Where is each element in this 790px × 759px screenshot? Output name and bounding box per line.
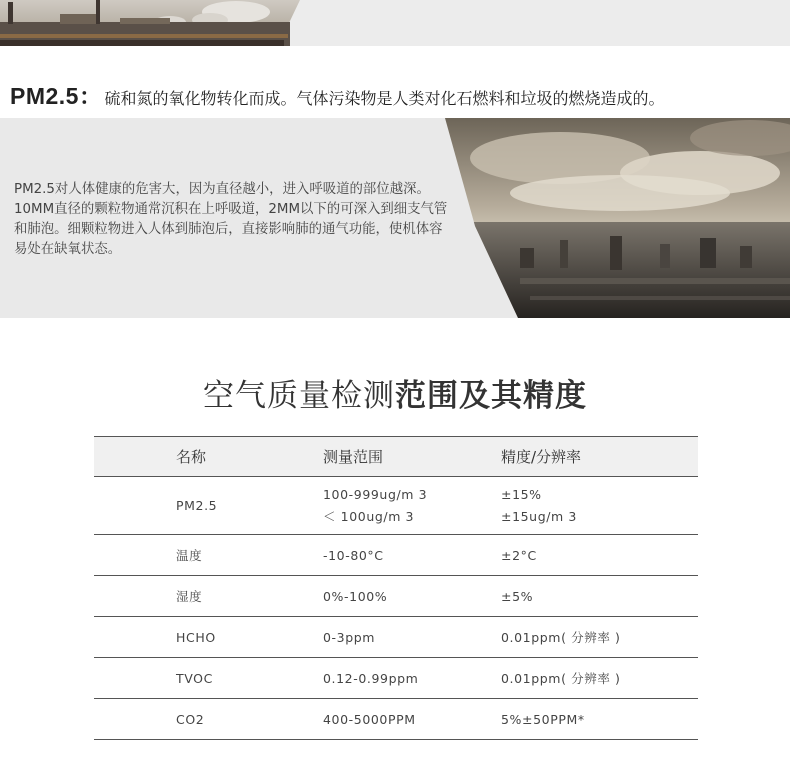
table-row — [94, 477, 698, 535]
row-name: TVOC — [94, 658, 323, 699]
header-range: 测量范围 — [323, 437, 501, 477]
row-name: CO2 — [94, 699, 323, 740]
table-header-row — [94, 437, 698, 477]
top-banner — [0, 0, 790, 46]
heading-light: 空气质量检测 — [203, 378, 395, 414]
section-heading — [0, 370, 790, 415]
table-row — [94, 617, 698, 658]
row-name: 温度 — [94, 535, 323, 576]
table-row — [94, 535, 698, 576]
row-range: 0.12-0.99ppm — [323, 658, 501, 699]
row-precision: 5%±50PPM* — [501, 699, 698, 740]
range-value: ＜ 100ug/m 3 — [323, 508, 415, 524]
pm25-title: PM2.5： — [10, 83, 103, 109]
row-name: PM2.5 — [94, 477, 323, 535]
row-precision — [501, 477, 698, 535]
row-range: 400-5000PPM — [323, 699, 501, 740]
heading-bold: 范围及其精度 — [395, 378, 587, 414]
row-range: 0-3ppm — [323, 617, 501, 658]
row-precision: 0.01ppm( 分辨率 ) — [501, 658, 698, 699]
row-name: 湿度 — [94, 576, 323, 617]
health-info-panel — [0, 118, 790, 318]
precision-value: ±15% — [501, 486, 542, 502]
health-info-text: PM2.5对人体健康的危害大，因为直径越小，进入呼吸道的部位越深。10MM直径的颗粒物通常沉积在上呼吸道，2MM以下的可深入到细支气管和肺泡。细颗粒物进入人体到肺泡后，直接影响肺的通气功能，使机体容易处在缺氧状态。 — [14, 182, 448, 257]
spec-table — [94, 436, 698, 740]
row-range — [323, 477, 501, 535]
header-name: 名称 — [94, 437, 323, 477]
row-range: 0%-100% — [323, 576, 501, 617]
table-row — [94, 576, 698, 617]
pm25-intro — [10, 78, 785, 110]
range-value: 100-999ug/m 3 — [323, 486, 428, 502]
row-precision: ±5% — [501, 576, 698, 617]
row-precision: 0.01ppm( 分辨率 ) — [501, 617, 698, 658]
row-name: HCHO — [94, 617, 323, 658]
pm25-description: 硫和氮的氧化物转化而成。气体污染物是人类对化石燃料和垃圾的燃烧造成的。 — [104, 89, 665, 108]
row-range: -10-80°C — [323, 535, 501, 576]
table-row — [94, 658, 698, 699]
table-row — [94, 699, 698, 740]
row-precision: ±2°C — [501, 535, 698, 576]
factory-photo — [0, 0, 300, 46]
precision-value: ±15ug/m 3 — [501, 508, 577, 524]
header-precision: 精度/分辨率 — [501, 437, 698, 477]
